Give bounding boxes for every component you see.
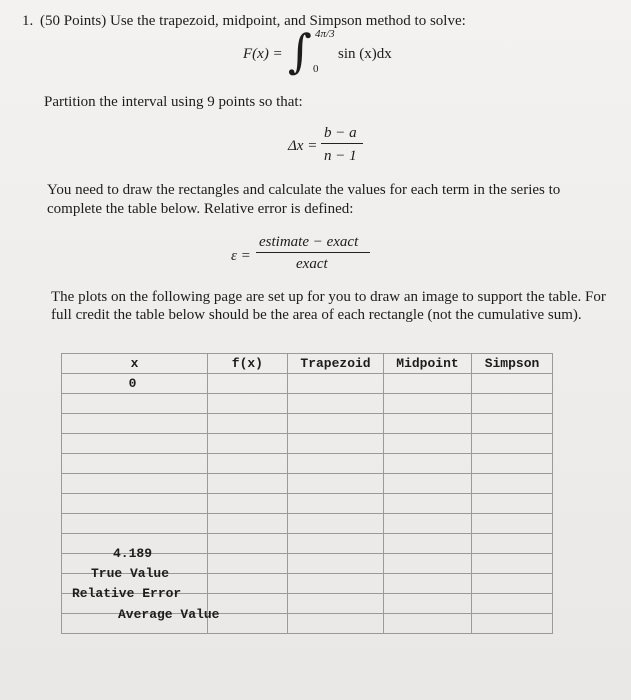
table-cell[interactable] xyxy=(384,554,472,574)
error-numerator: estimate − exact xyxy=(259,234,359,250)
instructions-line-1: You need to draw the rectangles and calculate the values for each term in the series to xyxy=(47,182,561,198)
integral-lower-limit: 0 xyxy=(313,63,319,75)
plots-line-1: The plots on the following page are set up for you to draw an image to support the table. For xyxy=(51,289,606,305)
table-cell[interactable] xyxy=(472,534,553,554)
dx-fraction-bar xyxy=(321,143,363,144)
table-cell[interactable] xyxy=(472,554,553,574)
integral-lhs: F(x) = xyxy=(243,46,283,62)
table-row xyxy=(62,434,553,454)
table-row xyxy=(62,494,553,514)
header-midpoint: Midpoint xyxy=(384,354,472,374)
table-cell[interactable] xyxy=(288,414,384,434)
table-cell[interactable] xyxy=(288,614,384,634)
table-cell[interactable] xyxy=(208,514,288,534)
table-header-row xyxy=(62,354,553,374)
table-row xyxy=(62,514,553,534)
table-row xyxy=(62,454,553,474)
table-cell[interactable] xyxy=(208,414,288,434)
table-cell[interactable] xyxy=(62,494,208,514)
table-cell[interactable] xyxy=(62,454,208,474)
table-cell[interactable] xyxy=(62,434,208,454)
table-cell[interactable] xyxy=(384,414,472,434)
table-cell[interactable] xyxy=(288,394,384,414)
table-cell[interactable] xyxy=(288,374,384,394)
table-cell[interactable] xyxy=(288,574,384,594)
table-cell[interactable] xyxy=(384,454,472,474)
table-cell[interactable] xyxy=(472,414,553,434)
table-cell[interactable] xyxy=(384,494,472,514)
integral-sign: ∫ xyxy=(288,24,312,78)
table-cell[interactable] xyxy=(208,554,288,574)
table-cell[interactable] xyxy=(288,474,384,494)
table-cell[interactable] xyxy=(62,414,208,434)
table-cell[interactable] xyxy=(208,534,288,554)
error-fraction-bar xyxy=(256,252,370,253)
header-simpson: Simpson xyxy=(472,354,553,374)
table-cell[interactable] xyxy=(208,394,288,414)
first-x-value: 0 xyxy=(62,374,208,394)
plots-line-2: full credit the table below should be the area of each rectangle (not the cumulative sum). xyxy=(51,307,582,323)
table-cell[interactable] xyxy=(384,534,472,554)
integral-upper-limit: 4π/3 xyxy=(315,28,335,40)
error-denominator: exact xyxy=(296,256,328,272)
table-cell[interactable] xyxy=(472,434,553,454)
header-fx: f(x) xyxy=(208,354,288,374)
table-cell[interactable] xyxy=(62,514,208,534)
table-cell[interactable] xyxy=(384,374,472,394)
table-cell[interactable] xyxy=(208,594,288,614)
table-cell[interactable] xyxy=(472,494,553,514)
table-cell[interactable] xyxy=(472,514,553,534)
table-cell[interactable] xyxy=(62,474,208,494)
table-cell[interactable] xyxy=(288,594,384,614)
instructions-line-2: complete the table below. Relative error is defined: xyxy=(47,201,354,217)
problem-number: 1. xyxy=(22,13,34,29)
table-cell[interactable] xyxy=(288,554,384,574)
error-lhs: ε = xyxy=(231,248,251,264)
problem-intro: (50 Points) Use the trapezoid, midpoint, and Simpson method to solve: xyxy=(40,13,466,29)
table-cell[interactable] xyxy=(472,594,553,614)
table-row xyxy=(62,374,553,394)
average-value-label: Average Value xyxy=(118,607,220,622)
table-cell[interactable] xyxy=(384,434,472,454)
last-x-value: 4.189 xyxy=(113,546,153,561)
table-cell[interactable] xyxy=(472,374,553,394)
dx-denominator: n − 1 xyxy=(324,148,357,164)
table-cell[interactable] xyxy=(384,614,472,634)
table-cell[interactable] xyxy=(384,394,472,414)
table-cell[interactable] xyxy=(472,574,553,594)
table-cell[interactable] xyxy=(288,454,384,474)
table-cell[interactable] xyxy=(288,494,384,514)
table-cell[interactable] xyxy=(472,394,553,414)
table-cell[interactable] xyxy=(472,454,553,474)
dx-lhs: Δx = xyxy=(288,138,318,154)
table-row xyxy=(62,474,553,494)
table-row xyxy=(62,394,553,414)
table-cell[interactable] xyxy=(208,454,288,474)
table-cell[interactable] xyxy=(208,494,288,514)
table-cell[interactable] xyxy=(208,474,288,494)
table-cell[interactable] xyxy=(384,514,472,534)
table-cell[interactable] xyxy=(288,534,384,554)
dx-numerator: b − a xyxy=(324,125,357,141)
table-cell[interactable] xyxy=(288,514,384,534)
table-row xyxy=(62,414,553,434)
table-cell[interactable] xyxy=(472,614,553,634)
table-cell[interactable] xyxy=(288,434,384,454)
table-cell[interactable] xyxy=(208,374,288,394)
table-cell[interactable] xyxy=(384,574,472,594)
relative-error-label: Relative Error xyxy=(72,586,182,601)
partition-text: Partition the interval using 9 points so that: xyxy=(44,94,303,110)
true-value-label: True Value xyxy=(91,566,170,581)
integrand: sin (x)dx xyxy=(338,46,392,62)
table-cell[interactable] xyxy=(384,594,472,614)
table-cell[interactable] xyxy=(208,574,288,594)
header-trapezoid: Trapezoid xyxy=(288,354,384,374)
table-cell[interactable] xyxy=(62,394,208,414)
table-cell[interactable] xyxy=(472,474,553,494)
table-cell[interactable] xyxy=(208,434,288,454)
header-x: x xyxy=(62,354,208,374)
table-cell[interactable] xyxy=(384,474,472,494)
table-cell[interactable] xyxy=(208,614,288,634)
